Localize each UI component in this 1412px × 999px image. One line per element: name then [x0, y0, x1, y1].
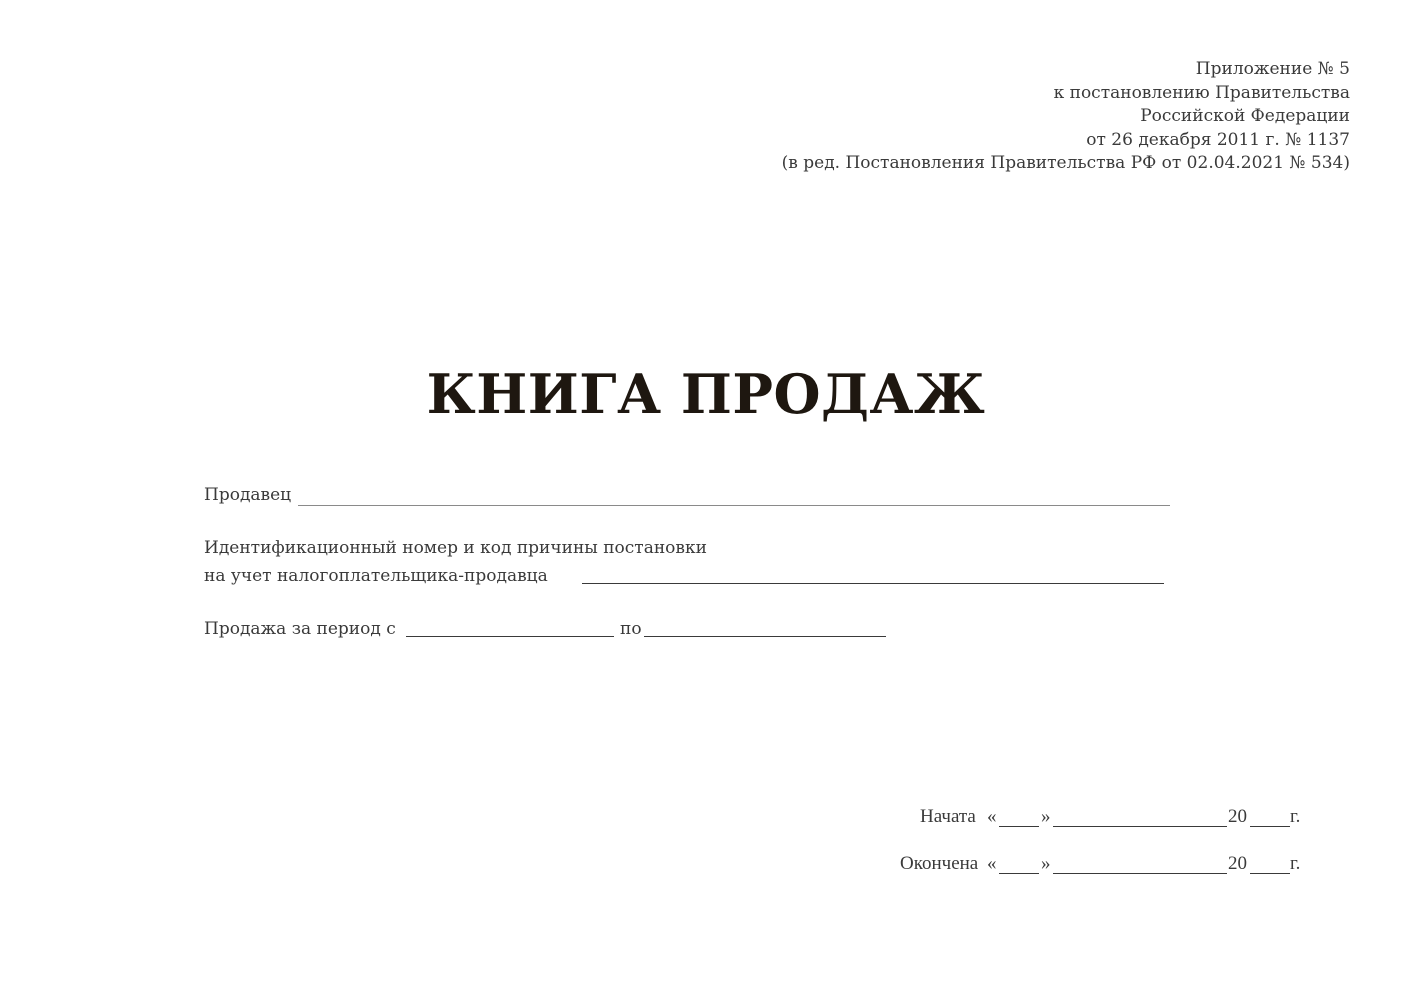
ended-month-line[interactable]: [1053, 873, 1227, 874]
started-quote-close: »: [1041, 806, 1051, 827]
ended-year-prefix: 20: [1228, 853, 1247, 874]
ended-label: Окончена: [900, 853, 979, 874]
appendix-block: [782, 58, 1350, 176]
document-title: КНИГА ПРОДАЖ: [426, 362, 986, 426]
started-label: Начата: [920, 806, 976, 827]
period-to-input-line[interactable]: [644, 636, 886, 637]
inn-label-line2: на учет налогоплательщика-продавца: [204, 566, 548, 586]
appendix-decree: к постановлению Правительства: [1053, 82, 1350, 103]
started-day-line[interactable]: [999, 826, 1039, 827]
ended-year-line[interactable]: [1250, 873, 1290, 874]
ended-year-suffix: г.: [1290, 853, 1301, 874]
period-from-input-line[interactable]: [406, 636, 614, 637]
seller-label: Продавец: [204, 485, 292, 505]
seller-input-line[interactable]: [298, 505, 1170, 506]
started-year-prefix: 20: [1228, 806, 1247, 827]
appendix-date: от 26 декабря 2011 г. № 1137: [1086, 129, 1350, 150]
appendix-federation: Российской Федерации: [1140, 106, 1350, 126]
inn-input-line[interactable]: [582, 583, 1164, 584]
period-to-label: по: [620, 619, 642, 639]
ended-day-line[interactable]: [999, 873, 1039, 874]
ended-quote-open: «: [987, 853, 997, 874]
started-year-suffix: г.: [1290, 806, 1301, 827]
appendix-number: Приложение № 5: [1195, 59, 1350, 79]
inn-label-line1: Идентификационный номер и код причины постановки: [204, 538, 707, 558]
ended-quote-close: »: [1041, 853, 1051, 874]
started-year-line[interactable]: [1250, 826, 1290, 827]
started-month-line[interactable]: [1053, 826, 1227, 827]
started-quote-open: «: [987, 806, 997, 827]
period-from-label: Продажа за период с: [204, 619, 396, 639]
appendix-revision: (в ред. Постановления Правительства РФ от 02.04.2021 № 534): [781, 153, 1350, 173]
